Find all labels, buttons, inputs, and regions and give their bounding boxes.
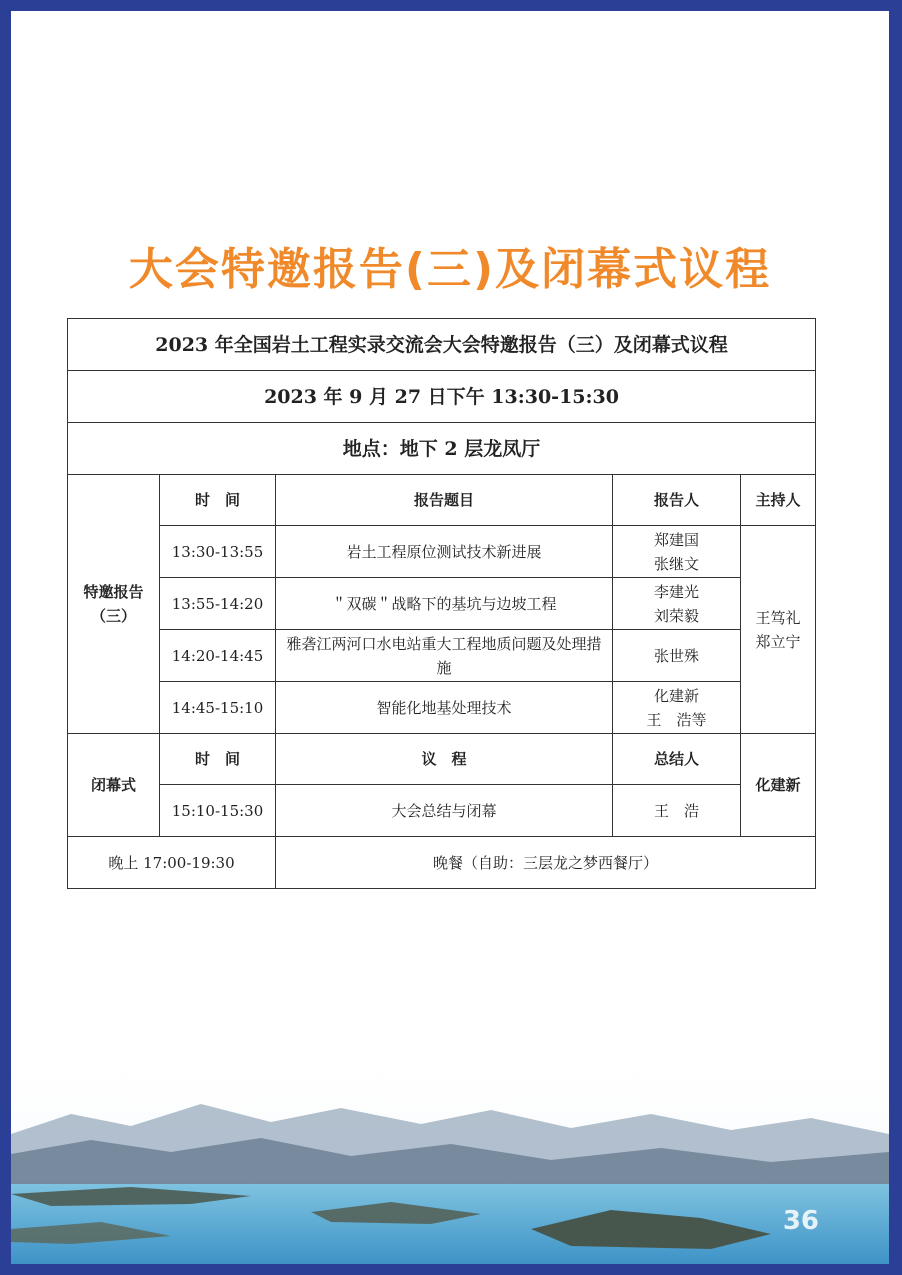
talk-topic: 智能化地基处理技术: [276, 682, 613, 734]
talk-time: 14:45-15:10: [160, 682, 276, 734]
lake-mountain-landscape: [11, 1044, 889, 1264]
section-closing-label: 闭幕式: [68, 734, 160, 837]
talk-topic: ＂双碳＂战略下的基坑与边坡工程: [276, 578, 613, 630]
session-location: 地点：地下 2 层龙凤厅: [68, 423, 816, 475]
speaker-name: 张继文: [653, 554, 699, 573]
header-agenda: 议 程: [276, 734, 613, 785]
table-heading: 2023 年全国岩土工程实录交流会大会特邀报告（三）及闭幕式议程: [68, 319, 816, 371]
table-row: [68, 785, 816, 837]
speaker-name: 刘荣毅: [653, 606, 699, 625]
speaker-name: 王 浩等: [646, 710, 707, 729]
speaker-name: 李建光: [653, 582, 699, 601]
section-keynote-label: 特邀报告（三）: [68, 475, 160, 734]
talk-topic: 雅砻江两河口水电站重大工程地质问题及处理措施: [276, 630, 613, 682]
dinner-description: 晚餐（自助：三层龙之梦西餐厅）: [276, 837, 816, 889]
header-time: 时 间: [160, 734, 276, 785]
table-row: [68, 526, 816, 578]
talk-topic: 岩土工程原位测试技术新进展: [276, 526, 613, 578]
talk-time: 14:20-14:45: [160, 630, 276, 682]
header-time: 时 间: [160, 475, 276, 526]
closing-agenda: 大会总结与闭幕: [276, 785, 613, 837]
table-row: [68, 578, 816, 630]
session-date: 2023 年 9 月 27 日下午 13:30-15:30: [68, 371, 816, 423]
header-topic: 报告题目: [276, 475, 613, 526]
speaker-name: 化建新: [653, 686, 699, 705]
talk-speaker: [613, 578, 741, 630]
host-name: 王笃礼: [755, 608, 801, 627]
talk-time: 13:30-13:55: [160, 526, 276, 578]
page-title: 大会特邀报告(三)及闭幕式议程: [128, 244, 772, 295]
keynote-hosts: [741, 526, 816, 734]
page-number: 36: [782, 1206, 819, 1236]
host-name: 郑立宁: [755, 632, 801, 651]
talk-speaker: [613, 630, 741, 682]
agenda-table: [67, 318, 816, 889]
talk-speaker: [613, 682, 741, 734]
table-row: [68, 630, 816, 682]
page: [11, 11, 889, 1264]
closing-host: 化建新: [741, 734, 816, 837]
talk-speaker: [613, 526, 741, 578]
header-summarizer: 总结人: [613, 734, 741, 785]
closing-summarizer: 王 浩: [613, 785, 741, 837]
dinner-time: 晚上 17:00-19:30: [68, 837, 276, 889]
closing-time: 15:10-15:30: [160, 785, 276, 837]
table-row: [68, 837, 816, 889]
header-speaker: 报告人: [613, 475, 741, 526]
talk-time: 13:55-14:20: [160, 578, 276, 630]
speaker-name: 张世殊: [653, 646, 699, 665]
speaker-name: 郑建国: [653, 530, 699, 549]
header-host: 主持人: [741, 475, 816, 526]
table-row: [68, 682, 816, 734]
